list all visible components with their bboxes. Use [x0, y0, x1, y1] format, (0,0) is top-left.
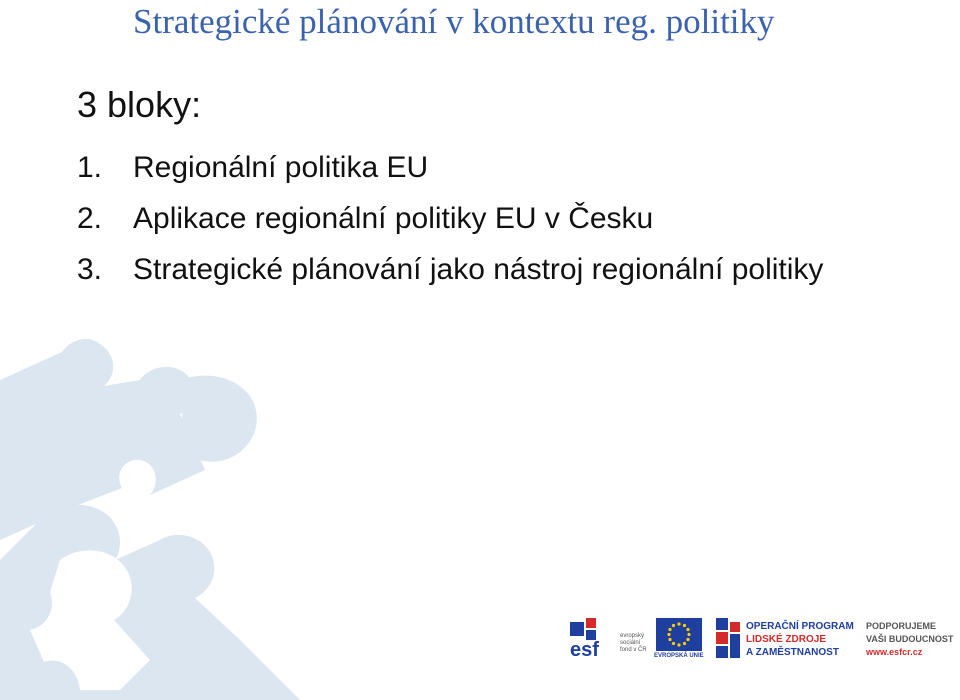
list-item: [77, 253, 837, 286]
slide-title: Strategické plánování v kontextu reg. politiky: [133, 2, 775, 41]
op-logo-icon: [716, 618, 742, 658]
support-slogan: PODPORUJEME VAŠI BUDOUCNOST www.esfcr.cz: [866, 621, 954, 657]
list-item-text: Regionální politika EU: [133, 151, 429, 184]
footer-logos: [570, 615, 960, 663]
list-item-number: 3.: [77, 253, 103, 286]
esf-caption: evropský sociální fond v ČR: [620, 633, 647, 653]
list-item: [77, 202, 837, 235]
eu-flag-icon: [656, 618, 702, 651]
op-program-text: OPERAČNÍ PROGRAM LIDSKÉ ZDROJE A ZAMĚSTNANOST: [746, 621, 854, 658]
list-item-text: Strategické plánování jako nástroj regionální politiky: [133, 253, 824, 286]
list-item-text: Aplikace regionální politiky EU v Česku: [133, 202, 654, 235]
list-item-number: 2.: [77, 202, 103, 235]
eu-label: EVROPSKÁ UNIE: [654, 653, 704, 659]
list-item: [77, 151, 837, 184]
topic-list: [77, 151, 837, 304]
list-item-number: 1.: [77, 151, 103, 184]
subtitle: 3 bloky:: [77, 84, 202, 125]
esf-word: esf: [570, 639, 599, 660]
esf-url: www.esfcr.cz: [866, 647, 923, 657]
